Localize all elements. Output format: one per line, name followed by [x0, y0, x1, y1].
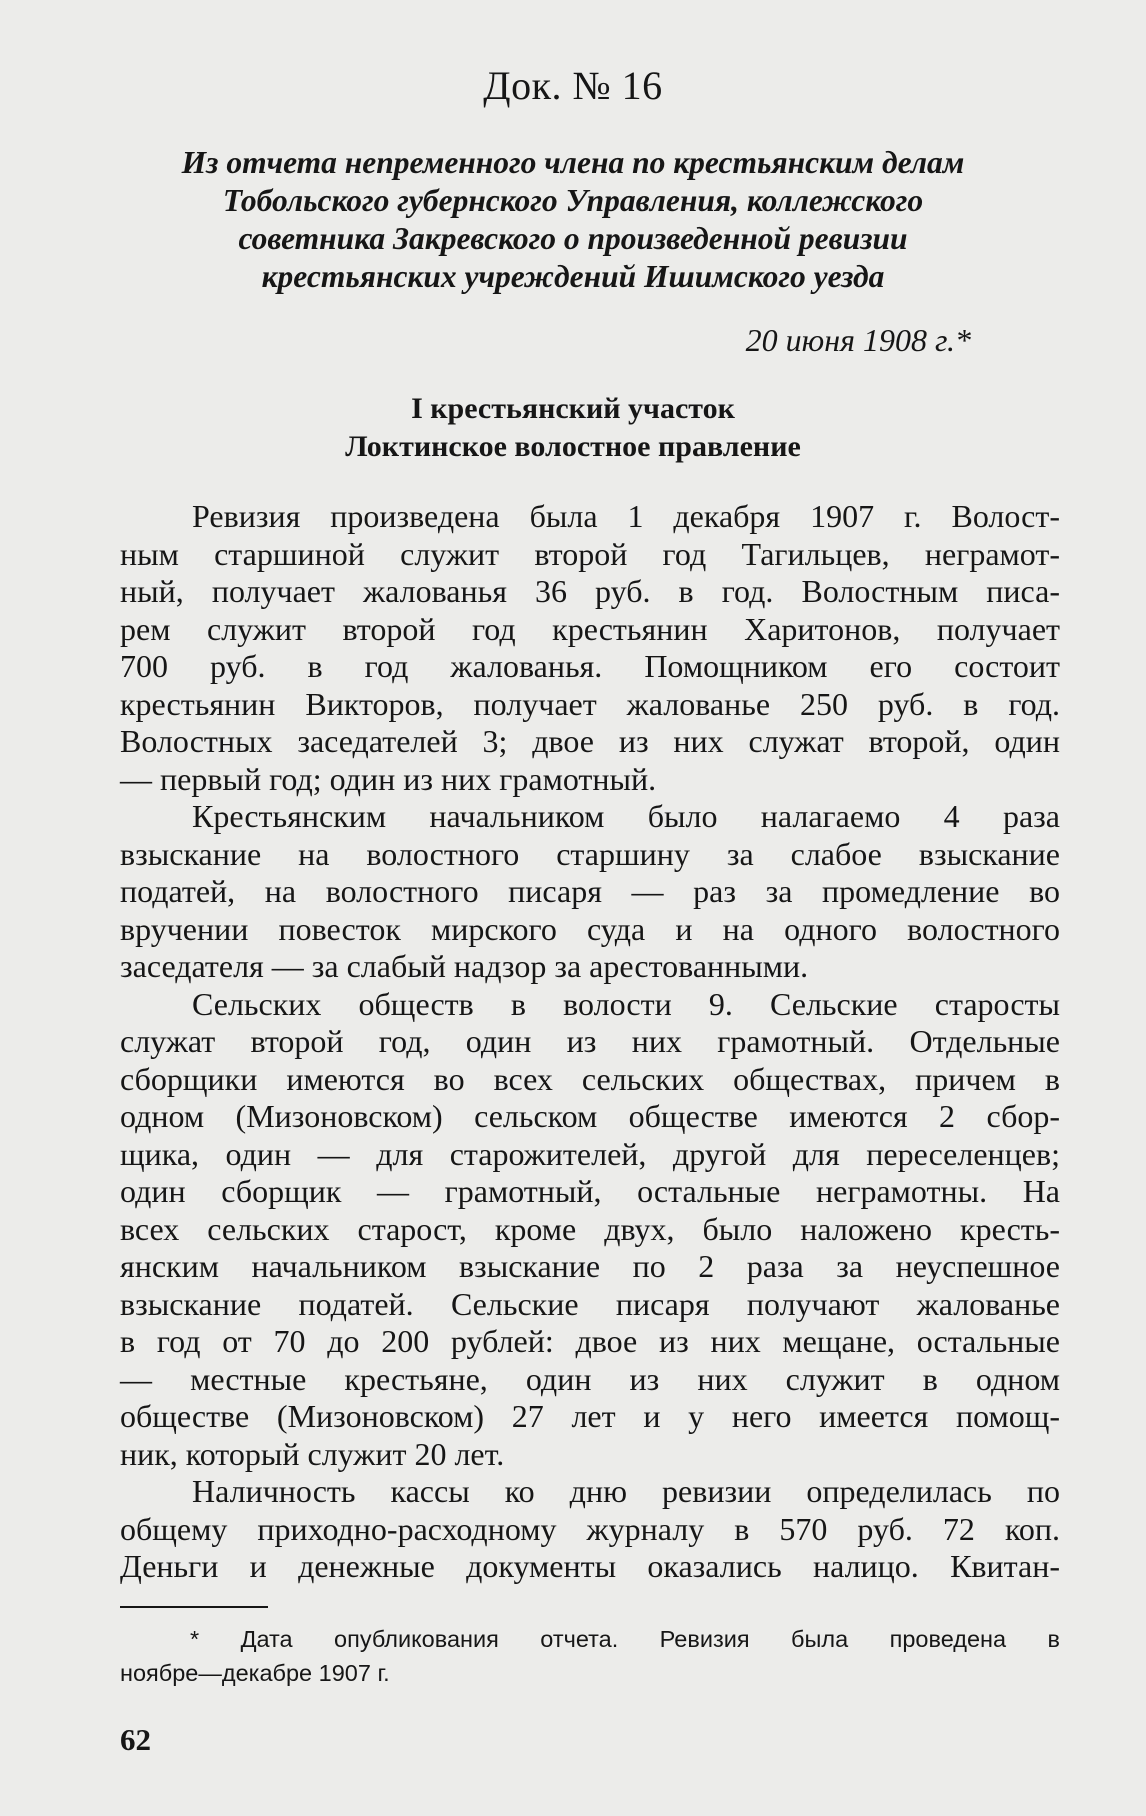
text-line: ный, получает жалованья 36 руб. в год. Волостным писа-	[120, 573, 1060, 609]
paragraph	[120, 798, 1060, 986]
text-line: крестьянин Викторов, получает жалованье 250 руб. в год.	[120, 685, 1060, 722]
page-number: 62	[120, 1722, 151, 1757]
text-line: всех сельских старост, кроме двух, было наложено кресть-	[120, 1210, 1060, 1247]
text-line: взыскание податей. Сельские писаря получают жалованье	[120, 1285, 1060, 1322]
document-title-line: советника Закревского о произведенной ревизии	[238, 221, 908, 256]
text-line: ник, который служит 20 лет.	[120, 1435, 505, 1472]
text-line: сборщики имеются во всех сельских обществах, причем в	[120, 1060, 1060, 1097]
document-title-line: крестьянских учреждений Ишимского уезда	[261, 259, 885, 294]
document-date: 20 июня 1908 г.*	[745, 322, 971, 358]
document-title-line: Из отчета непременного члена по крестьянским делам	[181, 145, 965, 180]
text-line: рем служит второй год крестьянин Харитонов, получает	[120, 610, 1060, 647]
paragraph	[120, 498, 1060, 798]
text-line: обществе (Мизоновском) 27 лет и у него имеется помощ-	[120, 1398, 1060, 1434]
text-line: 700 руб. в год жалованья. Помощником его состоит	[120, 648, 1060, 684]
footnote-divider	[120, 1606, 268, 1608]
text-line: общему приходно-расходному журналу в 570 руб. 72 коп.	[120, 1510, 1060, 1547]
text-line: Ревизия произведена была 1 декабря 1907 г. Волост-	[192, 498, 1060, 534]
footnote-line: * Дата опубликования отчета. Ревизия была проведена в	[190, 1626, 1060, 1652]
body-text	[120, 498, 1060, 1586]
paragraph	[120, 1473, 1060, 1586]
text-line: — первый год; один из них грамотный.	[120, 760, 657, 797]
text-line: Волостных заседателей 3; двое из них служат второй, один	[120, 723, 1060, 759]
text-line: податей, на волостного писаря — раз за промедление во	[120, 873, 1060, 909]
text-line: ным старшиной служит второй год Тагильцев, неграмот-	[120, 535, 1060, 572]
document-title-line: Тобольского губернского Управления, коллежского	[222, 183, 924, 218]
text-line: Крестьянским начальником было налагаемо 4 раза	[192, 798, 1060, 834]
document-title	[120, 144, 1026, 296]
text-line: Деньги и денежные документы оказались налицо. Квитан-	[120, 1548, 1060, 1584]
text-line: один сборщик — грамотный, остальные неграмотны. На	[120, 1173, 1060, 1209]
document-number: Док. № 16	[483, 63, 663, 108]
text-line: щика, один — для старожителей, другой для переселенцев;	[120, 1135, 1060, 1172]
paragraph	[120, 986, 1060, 1474]
footnote-line: ноябре—декабре 1907 г.	[120, 1660, 390, 1686]
text-line: Наличность кассы ко дню ревизии определилась по	[192, 1473, 1060, 1509]
text-line: заседателя — за слабый надзор за арестованными.	[120, 948, 809, 984]
text-line: вручении повесток мирского суда и на одного волостного	[120, 910, 1060, 947]
section-heading-line: I крестьянский участок	[411, 392, 735, 425]
text-line: одном (Мизоновском) сельском обществе имеются 2 сбор-	[120, 1098, 1060, 1134]
text-line: — местные крестьяне, один из них служит в одном	[120, 1360, 1060, 1397]
text-line: в год от 70 до 200 рублей: двое из них мещане, остальные	[120, 1323, 1060, 1359]
text-line: взыскание на волостного старшину за слабое взыскание	[120, 835, 1060, 872]
text-line: служат второй год, один из них грамотный. Отдельные	[120, 1023, 1060, 1059]
section-heading	[0, 390, 1146, 466]
section-heading-line: Локтинское волостное правление	[345, 430, 801, 463]
text-line: янским начальником взыскание по 2 раза за неуспешное	[120, 1248, 1060, 1284]
text-line: Сельских обществ в волости 9. Сельские старосты	[192, 985, 1060, 1022]
footnote	[120, 1622, 1060, 1690]
